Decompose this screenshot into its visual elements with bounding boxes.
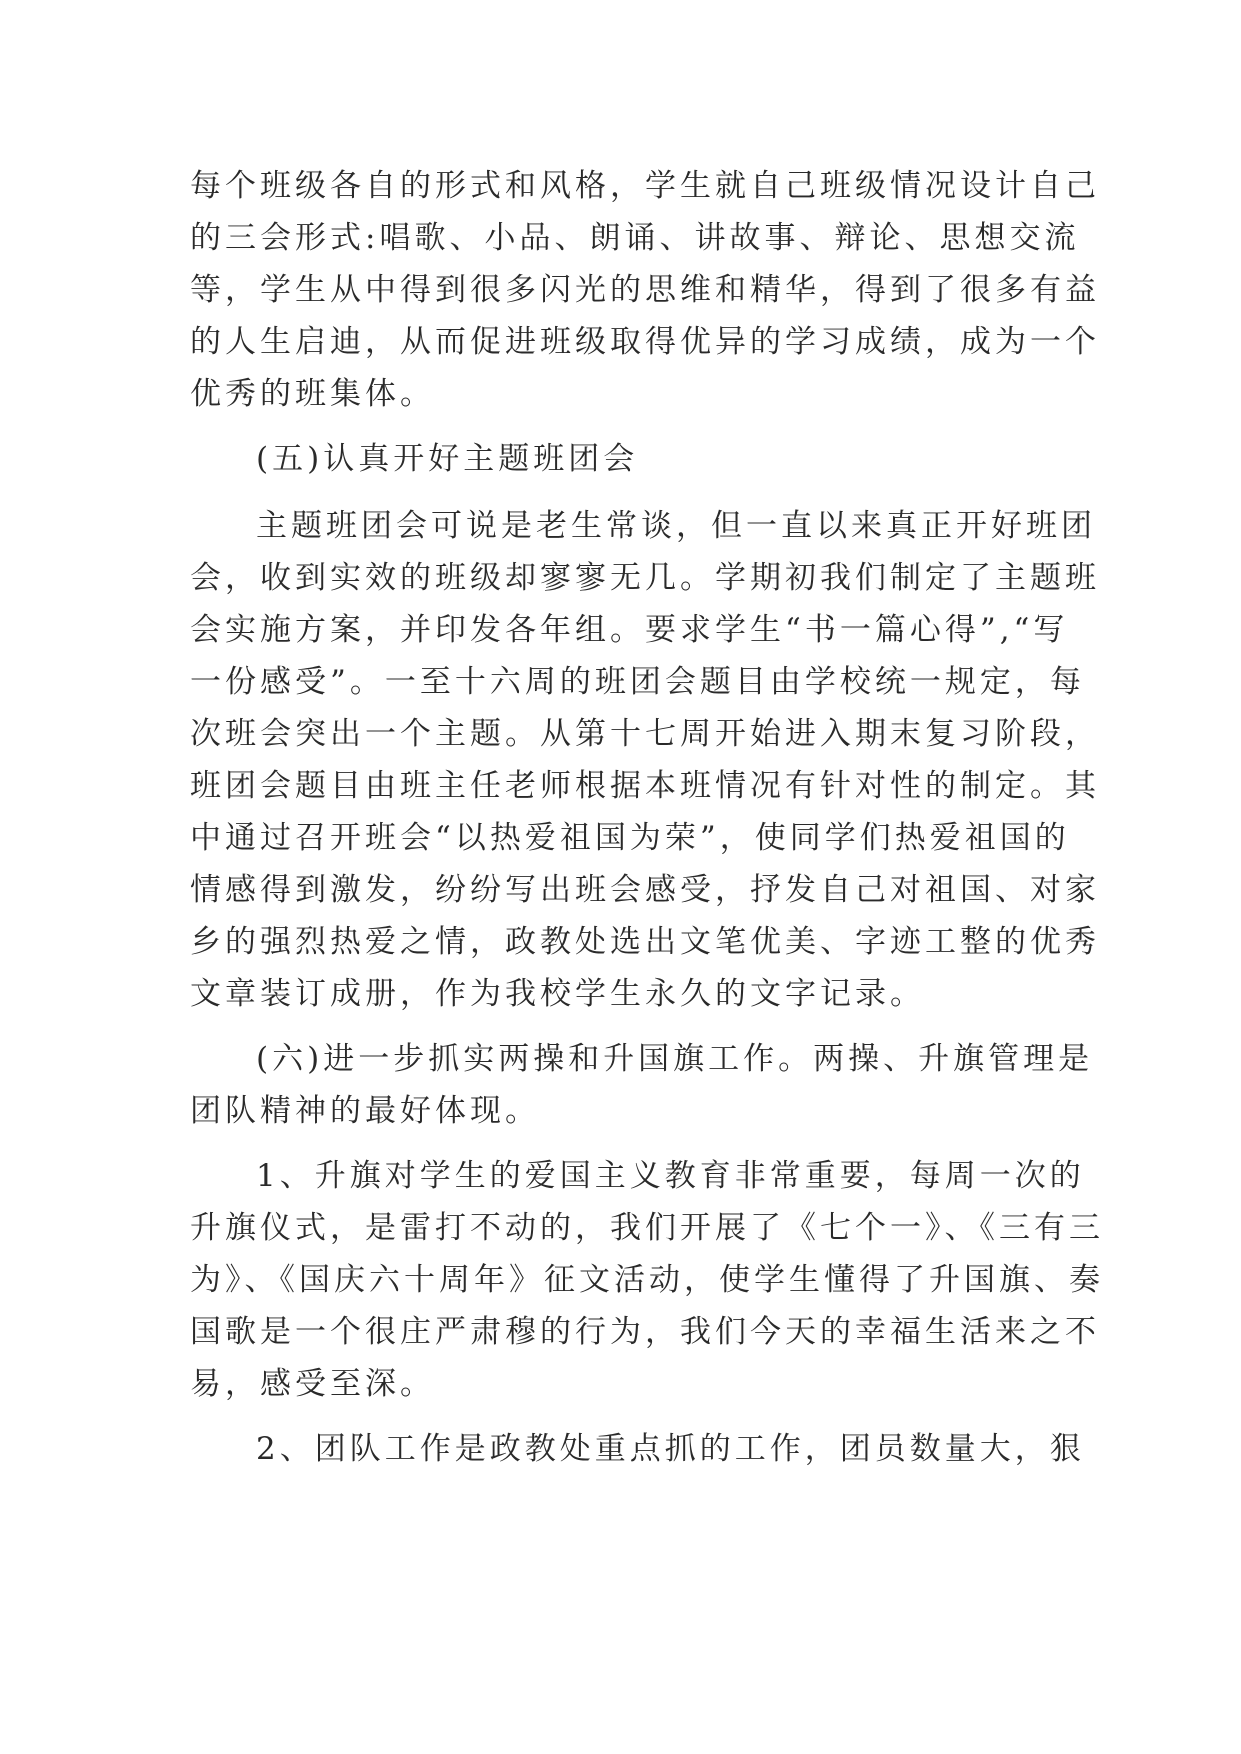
text-line: 文章装订成册，作为我校学生永久的文字记录。 xyxy=(190,976,925,1012)
text-line: 的人生启迪，从而促进班级取得优异的学习成绩，成为一个 xyxy=(190,324,1100,360)
text-line: 次班会突出一个主题。从第十七周开始进入期末复习阶段， xyxy=(190,716,1100,752)
paragraph-first-line: 主题班团会可说是老生常谈，但一直以来真正开好班团 xyxy=(256,508,1096,544)
text-line: 的三会形式:唱歌、小品、朗诵、讲故事、辩论、思想交流 xyxy=(190,220,1080,256)
text-line: 班团会题目由班主任老师根据本班情况有针对性的制定。其 xyxy=(190,768,1100,804)
body-text xyxy=(190,160,1104,1475)
text-line: 为》、《国庆六十周年》征文活动，使学生懂得了升国旗、奏 xyxy=(190,1262,1104,1298)
text-line: 升旗仪式，是雷打不动的，我们开展了《七个一》、《三有三 xyxy=(190,1210,1104,1246)
text-line: 一份感受”。一至十六周的班团会题目由学校统一规定，每 xyxy=(190,664,1085,700)
text-line: 乡的强烈热爱之情，政教处选出文笔优美、字迹工整的优秀 xyxy=(190,924,1100,960)
text-line: 优秀的班集体。 xyxy=(190,376,435,412)
text-line: 中通过召开班会“以热爱祖国为荣”，使同学们热爱祖国的 xyxy=(190,820,1070,856)
paragraph-first-line: 2、团队工作是政教处重点抓的工作，团员数量大，狠 xyxy=(256,1431,1085,1467)
section-heading: (五)认真开好主题班团会 xyxy=(256,441,639,477)
paragraph-first-line: 1、升旗对学生的爱国主义教育非常重要，每周一次的 xyxy=(256,1158,1085,1194)
text-line: 每个班级各自的形式和风格，学生就自己班级情况设计自己 xyxy=(190,168,1100,204)
text-line: 情感得到激发，纷纷写出班会感受，抒发自己对祖国、对家 xyxy=(190,872,1100,908)
text-line: 易，感受至深。 xyxy=(190,1366,435,1402)
text-line: 团队精神的最好体现。 xyxy=(190,1093,540,1129)
text-line: 国歌是一个很庄严肃穆的行为，我们今天的幸福生活来之不 xyxy=(190,1314,1100,1350)
text-line: 会，收到实效的班级却寥寥无几。学期初我们制定了主题班 xyxy=(190,560,1100,596)
section-heading: (六)进一步抓实两操和升国旗工作。两操、升旗管理是 xyxy=(256,1041,1094,1077)
text-line: 等，学生从中得到很多闪光的思维和精华，得到了很多有益 xyxy=(190,272,1100,308)
text-line: 会实施方案，并印发各年组。要求学生“书一篇心得”,“写 xyxy=(190,612,1069,648)
